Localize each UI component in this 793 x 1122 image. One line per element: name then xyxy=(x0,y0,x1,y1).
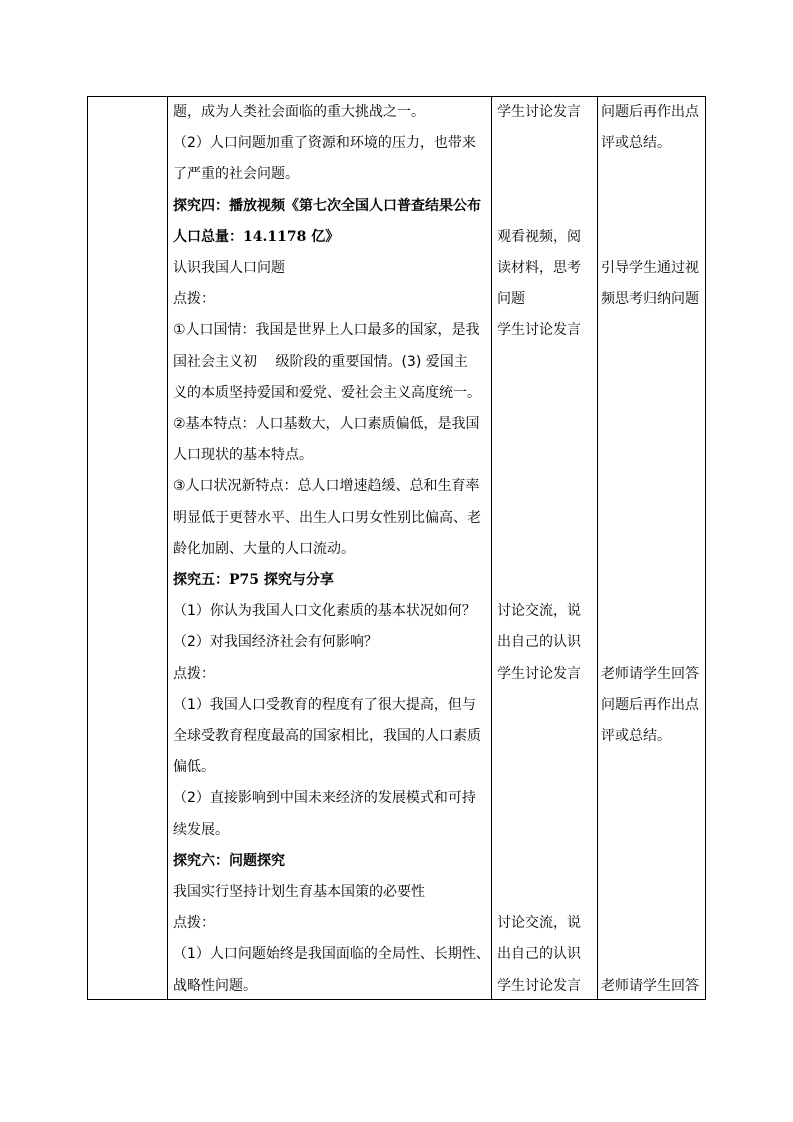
student-activity-line: 问题 xyxy=(497,291,525,308)
section-heading: 探究六：问题探究 xyxy=(173,852,285,869)
content-line: 点拨： xyxy=(173,915,215,932)
student-activity-line: 讨论交流，说 xyxy=(497,603,581,620)
student-activity-line: 学生讨论发言 xyxy=(497,104,581,120)
content-line: 国社会主义初 级阶段的重要国情。(3) 爱国主 xyxy=(173,353,468,370)
student-activity-line: 出自己的认识 xyxy=(497,634,581,651)
teacher-activity-line: 频思考归纳问题 xyxy=(601,291,699,308)
column-divider xyxy=(491,97,492,999)
content-line: 点拨： xyxy=(173,665,215,682)
student-activity-line: 读材料，思考 xyxy=(497,260,581,276)
teacher-activity-line: 引导学生通过视 xyxy=(601,260,699,276)
content-line: 人口现状的基本特点。 xyxy=(173,447,313,464)
section-heading: 人口总量：14.1178 亿》 xyxy=(173,228,340,245)
section-heading: 探究四：播放视频《第七次全国人口普查结果公布 xyxy=(173,197,481,214)
content-line: 战略性问题。 xyxy=(173,977,257,994)
content-line: 我国实行坚持计划生育基本国策的必要性 xyxy=(173,884,425,900)
content-line: 续发展。 xyxy=(173,821,229,838)
column-divider xyxy=(167,97,168,999)
content-line: ②基本特点：人口基数大，人口素质偏低，是我国 xyxy=(173,416,480,432)
content-line: 龄化加剧、大量的人口流动。 xyxy=(173,540,355,557)
content-line: ③人口状况新特点：总人口增速趋缓、总和生育率 xyxy=(173,478,480,495)
teacher-activity-line: 老师请学生回答 xyxy=(601,977,699,994)
student-activity-line: 出自己的认识 xyxy=(497,946,581,963)
student-activity-line: 学生讨论发言 xyxy=(497,322,581,339)
content-line: （2）直接影响到中国未来经济的发展模式和可持 xyxy=(173,790,476,807)
student-activity-line: 讨论交流，说 xyxy=(497,915,581,932)
content-line: （1）人口问题始终是我国面临的全局性、长期性、 xyxy=(173,946,490,963)
student-activity-line: 学生讨论发言 xyxy=(497,977,581,994)
content-line: 题，成为人类社会面临的重大挑战之一。 xyxy=(173,104,425,120)
content-line: （2）人口问题加重了资源和环境的压力，也带来 xyxy=(173,135,476,152)
teacher-activity-line: 问题后再作出点 xyxy=(601,104,699,120)
content-line: 义的本质坚持爱国和爱党、爱社会主义高度统一。 xyxy=(173,384,481,401)
content-line: 了严重的社会问题。 xyxy=(173,166,299,183)
content-line: 全球受教育程度最高的国家相比，我国的人口素质 xyxy=(173,728,481,744)
content-line: 认识我国人口问题 xyxy=(173,260,285,276)
teacher-activity-line: 评或总结。 xyxy=(601,135,671,152)
content-line: （1）你认为我国人口文化素质的基本状况如何？ xyxy=(173,603,476,620)
content-line: （2）对我国经济社会有何影响？ xyxy=(173,634,378,651)
teacher-activity-line: 老师请学生回答 xyxy=(601,665,699,682)
lesson-table xyxy=(87,96,706,1000)
content-line: 点拨： xyxy=(173,291,215,308)
teacher-activity-line: 问题后再作出点 xyxy=(601,696,699,713)
student-activity-line: 观看视频，阅 xyxy=(497,228,581,245)
content-line: ①人口国情：我国是世界上人口最多的国家，是我 xyxy=(173,322,480,339)
content-line: 偏低。 xyxy=(173,759,215,776)
student-activity-line: 学生讨论发言 xyxy=(497,665,581,682)
teacher-activity-line: 评或总结。 xyxy=(601,728,671,744)
section-heading: 探究五：P75 探究与分享 xyxy=(173,572,334,588)
content-line: （1）我国人口受教育的程度有了很大提高，但与 xyxy=(173,696,476,713)
column-divider xyxy=(597,97,598,999)
content-line: 明显低于更替水平、出生人口男女性别比偏高、老 xyxy=(173,509,481,526)
